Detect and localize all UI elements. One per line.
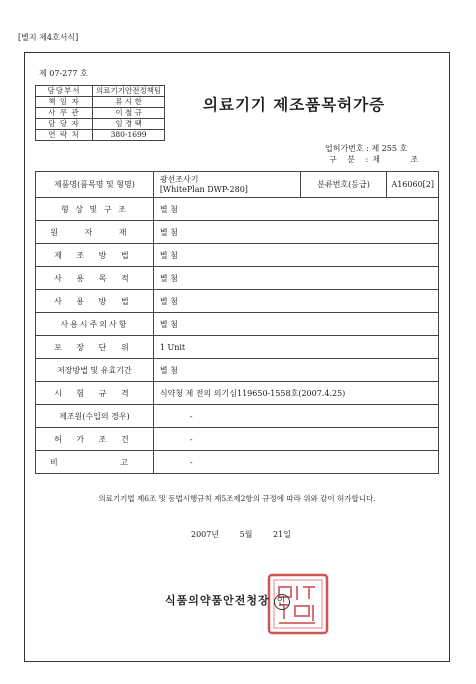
product-table — [35, 171, 439, 474]
seal-mark: 인 — [274, 594, 290, 610]
form-reference: [별지 제4호서식] — [18, 33, 79, 42]
row-value: 별 첨 — [153, 359, 438, 382]
staff-label: 담 당 자 — [36, 119, 93, 130]
table-row — [36, 382, 439, 405]
product-name-line2: [WhitePlan DWP-280] — [159, 184, 248, 194]
certificate-document — [24, 52, 450, 662]
staff-row — [36, 108, 165, 119]
table-row — [36, 313, 439, 336]
table-row — [36, 359, 439, 382]
approval-statement: 의료기기법 제6조 및 동법시행규칙 제5조제2항의 규정에 따라 위와 같이 허가합니다. — [98, 494, 376, 503]
staff-table — [35, 85, 165, 141]
product-name — [153, 172, 300, 198]
row-value: 식약청 제 전의 의기심119650-1558호(2007.4.25) — [153, 382, 438, 405]
certificate-footer — [35, 493, 439, 653]
row-label: 저장방법 및 유효기간 — [36, 359, 154, 382]
staff-label: 연 락 처 — [36, 130, 93, 141]
issuer-text: 식품의약품안전청장 — [165, 594, 270, 607]
row-label: 사 용 방 법 — [36, 290, 154, 313]
table-row — [36, 405, 439, 428]
table-row — [36, 267, 439, 290]
row-label: 원 자 재 — [36, 221, 154, 244]
staff-row — [36, 119, 165, 130]
business-info — [325, 143, 432, 165]
row-label: 시 험 규 격 — [36, 382, 154, 405]
staff-row — [36, 86, 165, 97]
table-row — [36, 428, 439, 451]
row-label: 사용시주의사항 — [36, 313, 154, 336]
row-value: 별 첨 — [153, 221, 438, 244]
category-label: 구 분 : — [329, 155, 373, 164]
staff-row — [36, 97, 165, 108]
row-label: 사 용 목 적 — [36, 267, 154, 290]
staff-value: 380-1699 — [93, 130, 165, 141]
row-label: 비 고 — [36, 451, 154, 474]
class-label: 분류번호(등급) — [300, 172, 387, 198]
staff-label: 책 임 자 — [36, 97, 93, 108]
staff-label: 담당부서 — [36, 86, 93, 97]
staff-value: 임 경 택 — [93, 119, 165, 130]
row-value: 별 첨 — [153, 313, 438, 336]
product-label: 제품명(품목명 및 형명) — [36, 172, 154, 198]
document-title: 의료기기 제조품목허가증 — [203, 95, 386, 114]
table-row — [36, 290, 439, 313]
table-row — [36, 451, 439, 474]
date-day: 21일 — [273, 530, 291, 539]
staff-value: 의료기기안전정책팀 — [93, 86, 165, 97]
table-row — [36, 221, 439, 244]
row-value: - — [153, 428, 438, 451]
staff-label: 사 무 관 — [36, 108, 93, 119]
row-label: 포 장 단 위 — [36, 336, 154, 359]
product-row — [36, 172, 439, 198]
date-year: 2007년 — [191, 530, 220, 539]
date-month: 5월 — [239, 530, 253, 539]
license-label: 업허가번호 : — [325, 144, 369, 153]
row-label: 제조원(수입의 경우) — [36, 405, 154, 428]
row-value: - — [153, 451, 438, 474]
row-value: 1 Unit — [153, 336, 438, 359]
row-value: 별 첨 — [153, 244, 438, 267]
row-label: 허 가 조 건 — [36, 428, 154, 451]
category-value: 제 조 — [372, 155, 433, 164]
issue-date — [191, 529, 309, 540]
issue-number: 제 07-277 호 — [39, 69, 88, 78]
staff-value: 이 철 규 — [93, 108, 165, 119]
row-value: - — [153, 405, 438, 428]
table-row — [36, 198, 439, 221]
table-row — [36, 336, 439, 359]
row-label: 형 상 및 구 조 — [36, 198, 154, 221]
table-row — [36, 244, 439, 267]
staff-value: 류 시 한 — [93, 97, 165, 108]
license-value: 제 255 호 — [371, 144, 408, 153]
staff-row — [36, 130, 165, 141]
row-value: 별 첨 — [153, 290, 438, 313]
row-value: 별 첨 — [153, 267, 438, 290]
class-value: A16060[2] — [387, 172, 439, 198]
row-value: 별 첨 — [153, 198, 438, 221]
product-name-line1: 광선조사기 — [159, 174, 199, 184]
row-label: 제 조 방 법 — [36, 244, 154, 267]
issuer-name — [165, 592, 290, 610]
